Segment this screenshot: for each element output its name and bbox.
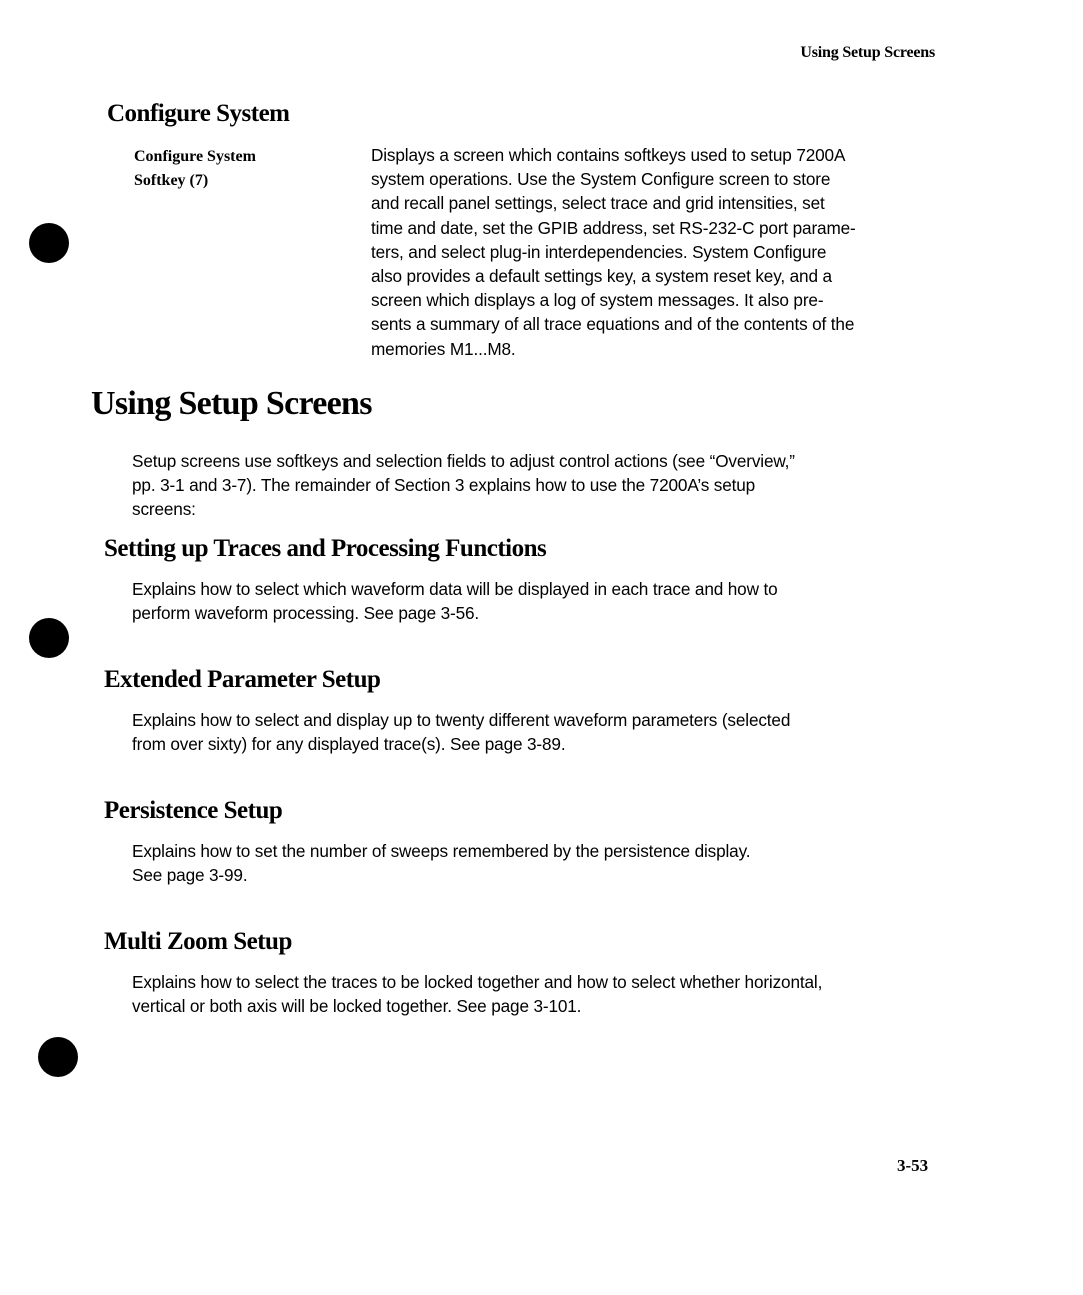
section-line: from over sixty) for any displayed trace(s). See page 3-89.	[132, 734, 566, 754]
margin-label-line: Softkey (7)	[134, 172, 209, 189]
page-number: 3-53	[897, 1156, 929, 1175]
punch-hole-bottom	[38, 1037, 78, 1077]
body-line: ters, and select plug-in interdependencies. System Configure	[371, 241, 827, 262]
using-setup-screens-heading: Using Setup Screens	[91, 385, 372, 422]
section-line: vertical or both axis will be locked together. See page 3-101.	[132, 996, 582, 1016]
section-heading-persistence: Persistence Setup	[104, 797, 283, 824]
body-line: memories M1...M8.	[371, 338, 516, 359]
section-line: perform waveform processing. See page 3-56.	[132, 603, 480, 623]
configure-system-heading: Configure System	[107, 100, 290, 127]
section-body-persistence	[132, 839, 932, 887]
section-line: Explains how to select which waveform data will be displayed in each trace and how to	[132, 579, 778, 599]
running-header: Using Setup Screens	[800, 44, 935, 61]
body-line: screen which displays a log of system messages. It also pre-	[371, 290, 824, 311]
body-line: system operations. Use the System Configure screen to store	[371, 169, 831, 190]
section-body-traces	[132, 577, 932, 625]
intro-line: pp. 3-1 and 3-7). The remainder of Section 3 explains how to use the 7200A’s setup	[132, 475, 756, 495]
body-line: time and date, set the GPIB address, set RS-232-C port parame-	[371, 217, 856, 238]
section-body-extended-parameter	[132, 708, 932, 756]
punch-hole-middle	[29, 618, 69, 658]
section-line: Explains how to select and display up to twenty different waveform parameters (selected	[132, 710, 791, 730]
body-line: sents a summary of all trace equations and of the contents of the	[371, 314, 855, 335]
configure-system-body	[371, 143, 936, 361]
section-body-multi-zoom	[132, 970, 932, 1018]
body-line: and recall panel settings, select trace and grid intensities, set	[371, 193, 825, 214]
using-setup-screens-intro	[132, 449, 922, 521]
section-line: Explains how to set the number of sweeps remembered by the persistence display.	[132, 841, 751, 861]
margin-label-line: Configure System	[134, 148, 256, 165]
intro-line: screens:	[132, 499, 196, 519]
section-line: Explains how to select the traces to be locked together and how to select whether horizontal,	[132, 972, 823, 992]
section-line: See page 3-99.	[132, 865, 248, 885]
configure-system-margin-label	[134, 145, 334, 193]
intro-line: Setup screens use softkeys and selection fields to adjust control actions (see “Overview,”	[132, 451, 795, 471]
section-heading-traces: Setting up Traces and Processing Functions	[104, 535, 547, 562]
punch-hole-top	[29, 223, 69, 263]
body-line: Displays a screen which contains softkeys used to setup 7200A	[371, 145, 846, 165]
body-line: also provides a default settings key, a system reset key, and a	[371, 266, 832, 287]
section-heading-extended-parameter: Extended Parameter Setup	[104, 666, 381, 693]
section-heading-multi-zoom: Multi Zoom Setup	[104, 928, 292, 955]
